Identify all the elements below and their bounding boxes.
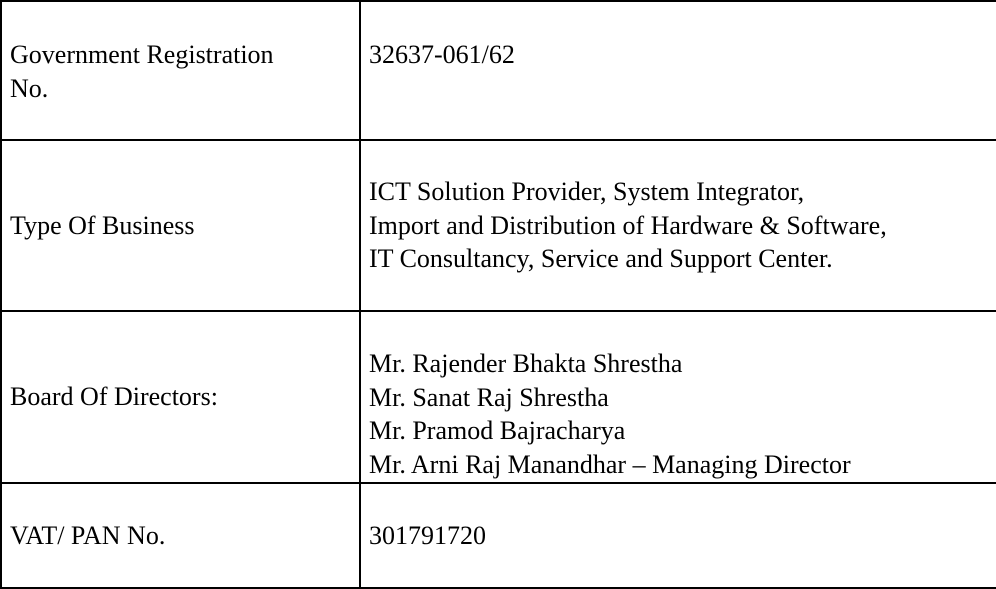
business-type-value-cell	[360, 140, 996, 311]
registration-label-line: No.	[10, 73, 49, 103]
vat-pan-number: 301791720	[369, 520, 486, 550]
table-row-directors	[1, 311, 996, 483]
directors-label-cell	[1, 311, 360, 483]
table-row-vat-pan	[1, 483, 996, 588]
vat-pan-label-cell	[1, 483, 360, 588]
registration-number: 32637-061/62	[369, 40, 515, 69]
director-name: Mr. Arni Raj Manandhar – Managing Director	[369, 449, 851, 479]
business-type-line: ICT Solution Provider, System Integrator,	[369, 177, 805, 207]
registration-label-line: Government Registration	[10, 40, 274, 69]
table-row-business-type	[1, 140, 996, 311]
business-type-line: Import and Distribution of Hardware & Software,	[369, 210, 887, 240]
vat-pan-label: VAT/ PAN No.	[10, 520, 166, 550]
business-type-line: IT Consultancy, Service and Support Center.	[369, 244, 833, 274]
vat-pan-value-cell	[360, 483, 996, 588]
table-row-registration	[1, 1, 996, 140]
directors-value-cell	[360, 311, 996, 483]
business-type-label-cell	[1, 140, 360, 311]
business-type-label: Type Of Business	[10, 210, 195, 240]
director-name: Mr. Pramod Bajracharya	[369, 416, 626, 445]
directors-label: Board Of Directors:	[10, 382, 218, 412]
director-name: Mr. Sanat Raj Shrestha	[369, 382, 609, 412]
registration-label-cell	[1, 1, 360, 140]
registration-value-cell	[360, 1, 996, 140]
director-name: Mr. Rajender Bhakta Shrestha	[369, 349, 683, 378]
